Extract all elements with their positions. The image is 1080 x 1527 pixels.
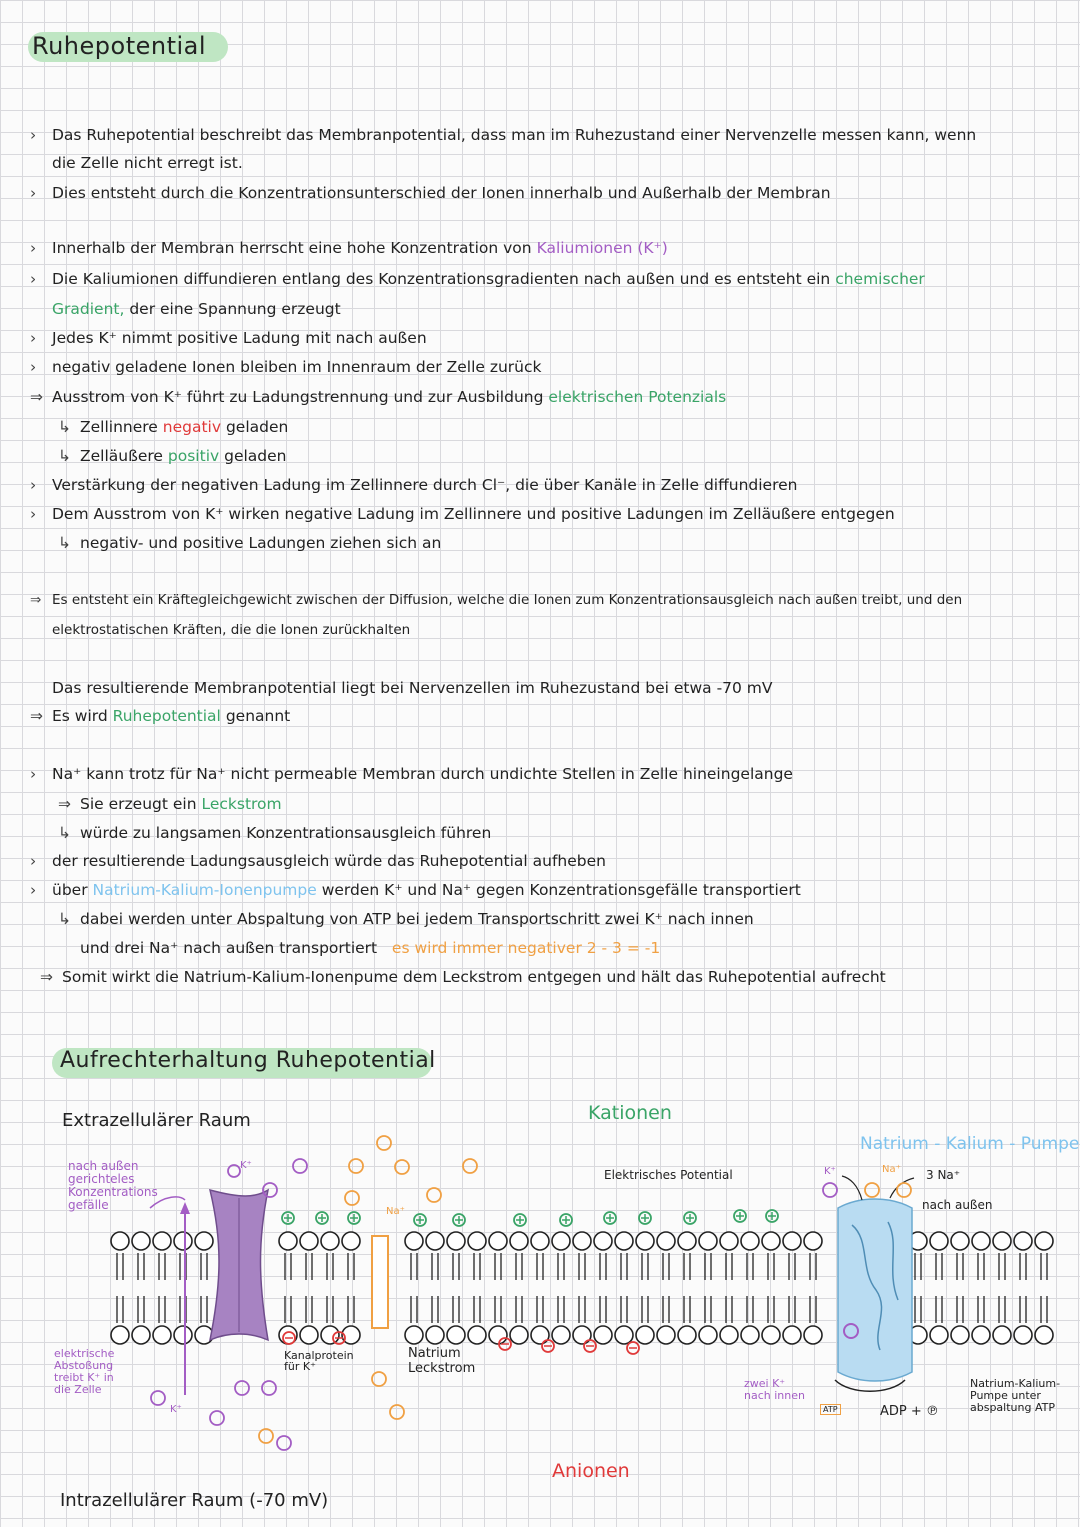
term-negativ: negativ [162, 418, 222, 436]
lipid-head [720, 1326, 738, 1344]
lipid-head [678, 1326, 696, 1344]
kanalprotein-label: Kanalprotein für K⁺ [284, 1349, 354, 1373]
lipid-head [972, 1232, 990, 1250]
lipid-head [783, 1232, 801, 1250]
note-line: ↳ negativ- und positive Ladungen ziehen sich an [58, 534, 442, 552]
term-natrium-kalium-ionenpumpe: Natrium-Kalium-Ionenpumpe [92, 881, 317, 899]
note-line: › Verstärkung der negativen Ladung im Zellinnere durch Cl⁻, die über Kanäle in Zelle diffundieren [30, 476, 798, 494]
lipid-head [300, 1326, 318, 1344]
note-line: ↳ dabei werden unter Abspaltung von ATP bei jedem Transportschritt zwei K⁺ nach innen [58, 910, 754, 928]
note-line: › negativ geladene Ionen bleiben im Innenraum der Zelle zurück [30, 358, 542, 376]
lipid-head [132, 1232, 150, 1250]
note-line: ↳ Zelläußere positiv geladen [58, 447, 287, 465]
lipid-head [174, 1326, 192, 1344]
note-line: die Zelle nicht erregt ist. [52, 154, 243, 172]
k-ion-pump-label: K⁺ [824, 1166, 836, 1177]
lipid-head [741, 1232, 759, 1250]
lipid-head [720, 1232, 738, 1250]
note-line: und drei Na⁺ nach außen transportiert es wird immer negativer 2 - 3 = -1 [80, 939, 661, 957]
lipid-head [342, 1232, 360, 1250]
lipid-head [426, 1326, 444, 1344]
note-immer-negativer: es wird immer negativer 2 - 3 = -1 [391, 939, 661, 957]
note-line: › Die Kaliumionen diffundieren entlang des Konzentrationsgradienten nach außen und es entsteht ein chemischer [30, 270, 925, 288]
lipid-head [1035, 1232, 1053, 1250]
note-line: ↳ Zellinnere negativ geladen [58, 418, 289, 436]
lipid-head [489, 1232, 507, 1250]
term-chemischer: chemischer [835, 270, 925, 288]
lipid-head [804, 1232, 822, 1250]
extrazellular-label: Extrazellulärer Raum [62, 1110, 251, 1131]
gradient-label: nach außen gerichteles Konzentrations gefälle [68, 1159, 158, 1212]
lipid-head [951, 1326, 969, 1344]
lipid-head [972, 1326, 990, 1344]
note-line: ↳ würde zu langsamen Konzentrationsausgleich führen [58, 824, 492, 842]
term-positiv: positiv [167, 447, 220, 465]
lipid-head [699, 1232, 717, 1250]
lipid-head [510, 1232, 528, 1250]
lipid-head [804, 1326, 822, 1344]
note-line: ⇒ Ausstrom von K⁺ führt zu Ladungstrennung und zur Ausbildung elektrischen Potenzials [30, 388, 727, 406]
term-elektrischen-potenzials: elektrischen Potenzials [548, 388, 727, 406]
note-line: Gradient, der eine Spannung erzeugt [52, 300, 341, 318]
pump-title: Natrium - Kalium - Pumpe [860, 1134, 1080, 1154]
lipid-head [552, 1232, 570, 1250]
atp-label: ATP [820, 1404, 841, 1415]
na-ions [259, 1136, 911, 1443]
page-title: Ruhepotential [32, 32, 207, 60]
lipid-head [1014, 1232, 1032, 1250]
lipid-head [657, 1326, 675, 1344]
lipid-head [300, 1232, 318, 1250]
na-ion-label: Na⁺ [386, 1206, 405, 1217]
pump-note-label: Natrium-Kalium-Pumpe unter abspaltung ATP [970, 1377, 1061, 1414]
lipid-head [993, 1326, 1011, 1344]
note-line: › Na⁺ kann trotz für Na⁺ nicht permeable Membran durch undichte Stellen in Zelle hineingelange [30, 765, 793, 783]
k-ion-inside-label: K⁺ [170, 1404, 182, 1415]
zwei-k-label: zwei K⁺ nach innen [744, 1377, 805, 1402]
lipid-head [762, 1326, 780, 1344]
term-kaliumionen: Kaliumionen (K⁺) [536, 239, 668, 257]
lipid-head [174, 1232, 192, 1250]
k-ion-label: K⁺ [240, 1160, 252, 1171]
lipid-head [552, 1326, 570, 1344]
lipid-head [195, 1232, 213, 1250]
lipid-head [636, 1232, 654, 1250]
lipid-head [132, 1326, 150, 1344]
lipid-head [531, 1326, 549, 1344]
lipid-head [321, 1326, 339, 1344]
lipid-head [153, 1232, 171, 1250]
lipid-head [573, 1326, 591, 1344]
intrazellular-label: Intrazellulärer Raum (-70 mV) [60, 1490, 329, 1511]
lipid-head [615, 1232, 633, 1250]
lipid-head [489, 1326, 507, 1344]
three-na-label: 3 Na⁺ [926, 1168, 961, 1182]
lipid-head [510, 1326, 528, 1344]
lipid-head [405, 1232, 423, 1250]
note-line: › der resultierende Ladungsausgleich würde das Ruhepotential aufheben [30, 852, 606, 870]
term-gradient: Gradient, [52, 300, 125, 318]
lipid-head [531, 1232, 549, 1250]
na-ion-pump-label: Na⁺ [882, 1164, 901, 1175]
note-line: ⇒ Es entsteht ein Kräftegleichgewicht zwischen der Diffusion, welche die Ionen zum Konzentrationsausgleich nach außen treibt, und den [30, 592, 963, 608]
lipid-head [762, 1232, 780, 1250]
note-line: › Dies entsteht durch die Konzentrationsunterschied der Ionen innerhalb und Außerhalb der Membran [30, 184, 831, 202]
lipid-head [153, 1326, 171, 1344]
lipid-head [426, 1232, 444, 1250]
note-line: › Innerhalb der Membran herrscht eine hohe Konzentration von Kaliumionen (K⁺) [30, 239, 668, 257]
note-line: ⇒ Somit wirkt die Natrium-Kalium-Ionenpume dem Leckstrom entgegen und hält das Ruhepotential aufrecht [40, 968, 886, 986]
lipid-head [741, 1326, 759, 1344]
lipid-head [447, 1232, 465, 1250]
lipid-head [615, 1326, 633, 1344]
note-line: › Jedes K⁺ nimmt positive Ladung mit nach außen [30, 329, 427, 347]
lipid-head [636, 1326, 654, 1344]
lipid-head [951, 1232, 969, 1250]
lipid-head [678, 1232, 696, 1250]
natrium-leak-channel [372, 1236, 388, 1328]
lipid-head [321, 1232, 339, 1250]
lipid-head [111, 1326, 129, 1344]
natrium-leckstrom-label: Natrium Leckstrom [408, 1346, 476, 1376]
lipid-head [594, 1326, 612, 1344]
note-line: elektrostatischen Kräften, die die Ionen zurückhalten [52, 622, 411, 638]
lipid-head [573, 1232, 591, 1250]
lipid-head [594, 1232, 612, 1250]
lipid-head [930, 1232, 948, 1250]
lipid-head [1035, 1326, 1053, 1344]
lipid-head [405, 1326, 423, 1344]
lipid-head [468, 1326, 486, 1344]
kationen-label: Kationen [588, 1102, 672, 1124]
note-line: › Dem Ausstrom von K⁺ wirken negative Ladung im Zellinnere und positive Ladungen im Zelläußere entgegen [30, 505, 895, 523]
lipid-head [447, 1326, 465, 1344]
note-line: ⇒ Es wird Ruhepotential genannt [30, 707, 291, 725]
term-ruhepotential: Ruhepotential [112, 707, 221, 725]
lipid-head [699, 1326, 717, 1344]
na-k-pump [838, 1199, 912, 1381]
lipid-head [468, 1232, 486, 1250]
term-leckstrom: Leckstrom [201, 795, 282, 813]
lipid-head [279, 1232, 297, 1250]
adp-label: ADP + ℗ [880, 1404, 939, 1419]
nach-aussen-label: nach außen [922, 1198, 993, 1212]
lipid-head [657, 1232, 675, 1250]
lipid-head [111, 1232, 129, 1250]
diagram-title: Aufrechterhaltung Ruhepotential [60, 1048, 436, 1073]
note-line: › Das Ruhepotential beschreibt das Membranpotential, dass man im Ruhezustand einer Nervenzelle messen kann, wenn [30, 126, 977, 144]
lipid-head [1014, 1326, 1032, 1344]
lipid-head [783, 1326, 801, 1344]
lipid-head [993, 1232, 1011, 1250]
lipid-head [930, 1326, 948, 1344]
anionen-label: Anionen [552, 1460, 630, 1482]
note-line: ⇒ Sie erzeugt ein Leckstrom [58, 795, 282, 813]
note-line: Das resultierende Membranpotential liegt bei Nervenzellen im Ruhezustand bei etwa -70 mV [52, 679, 773, 697]
note-line: › über Natrium-Kalium-Ionenpumpe werden K⁺ und Na⁺ gegen Konzentrationsgefälle transportiert [30, 881, 801, 899]
elektrisches-potential-label: Elektrisches Potential [604, 1168, 733, 1182]
elec-drive-label: elektrische Abstoßung treibt K⁺ in die Zelle [54, 1347, 115, 1396]
